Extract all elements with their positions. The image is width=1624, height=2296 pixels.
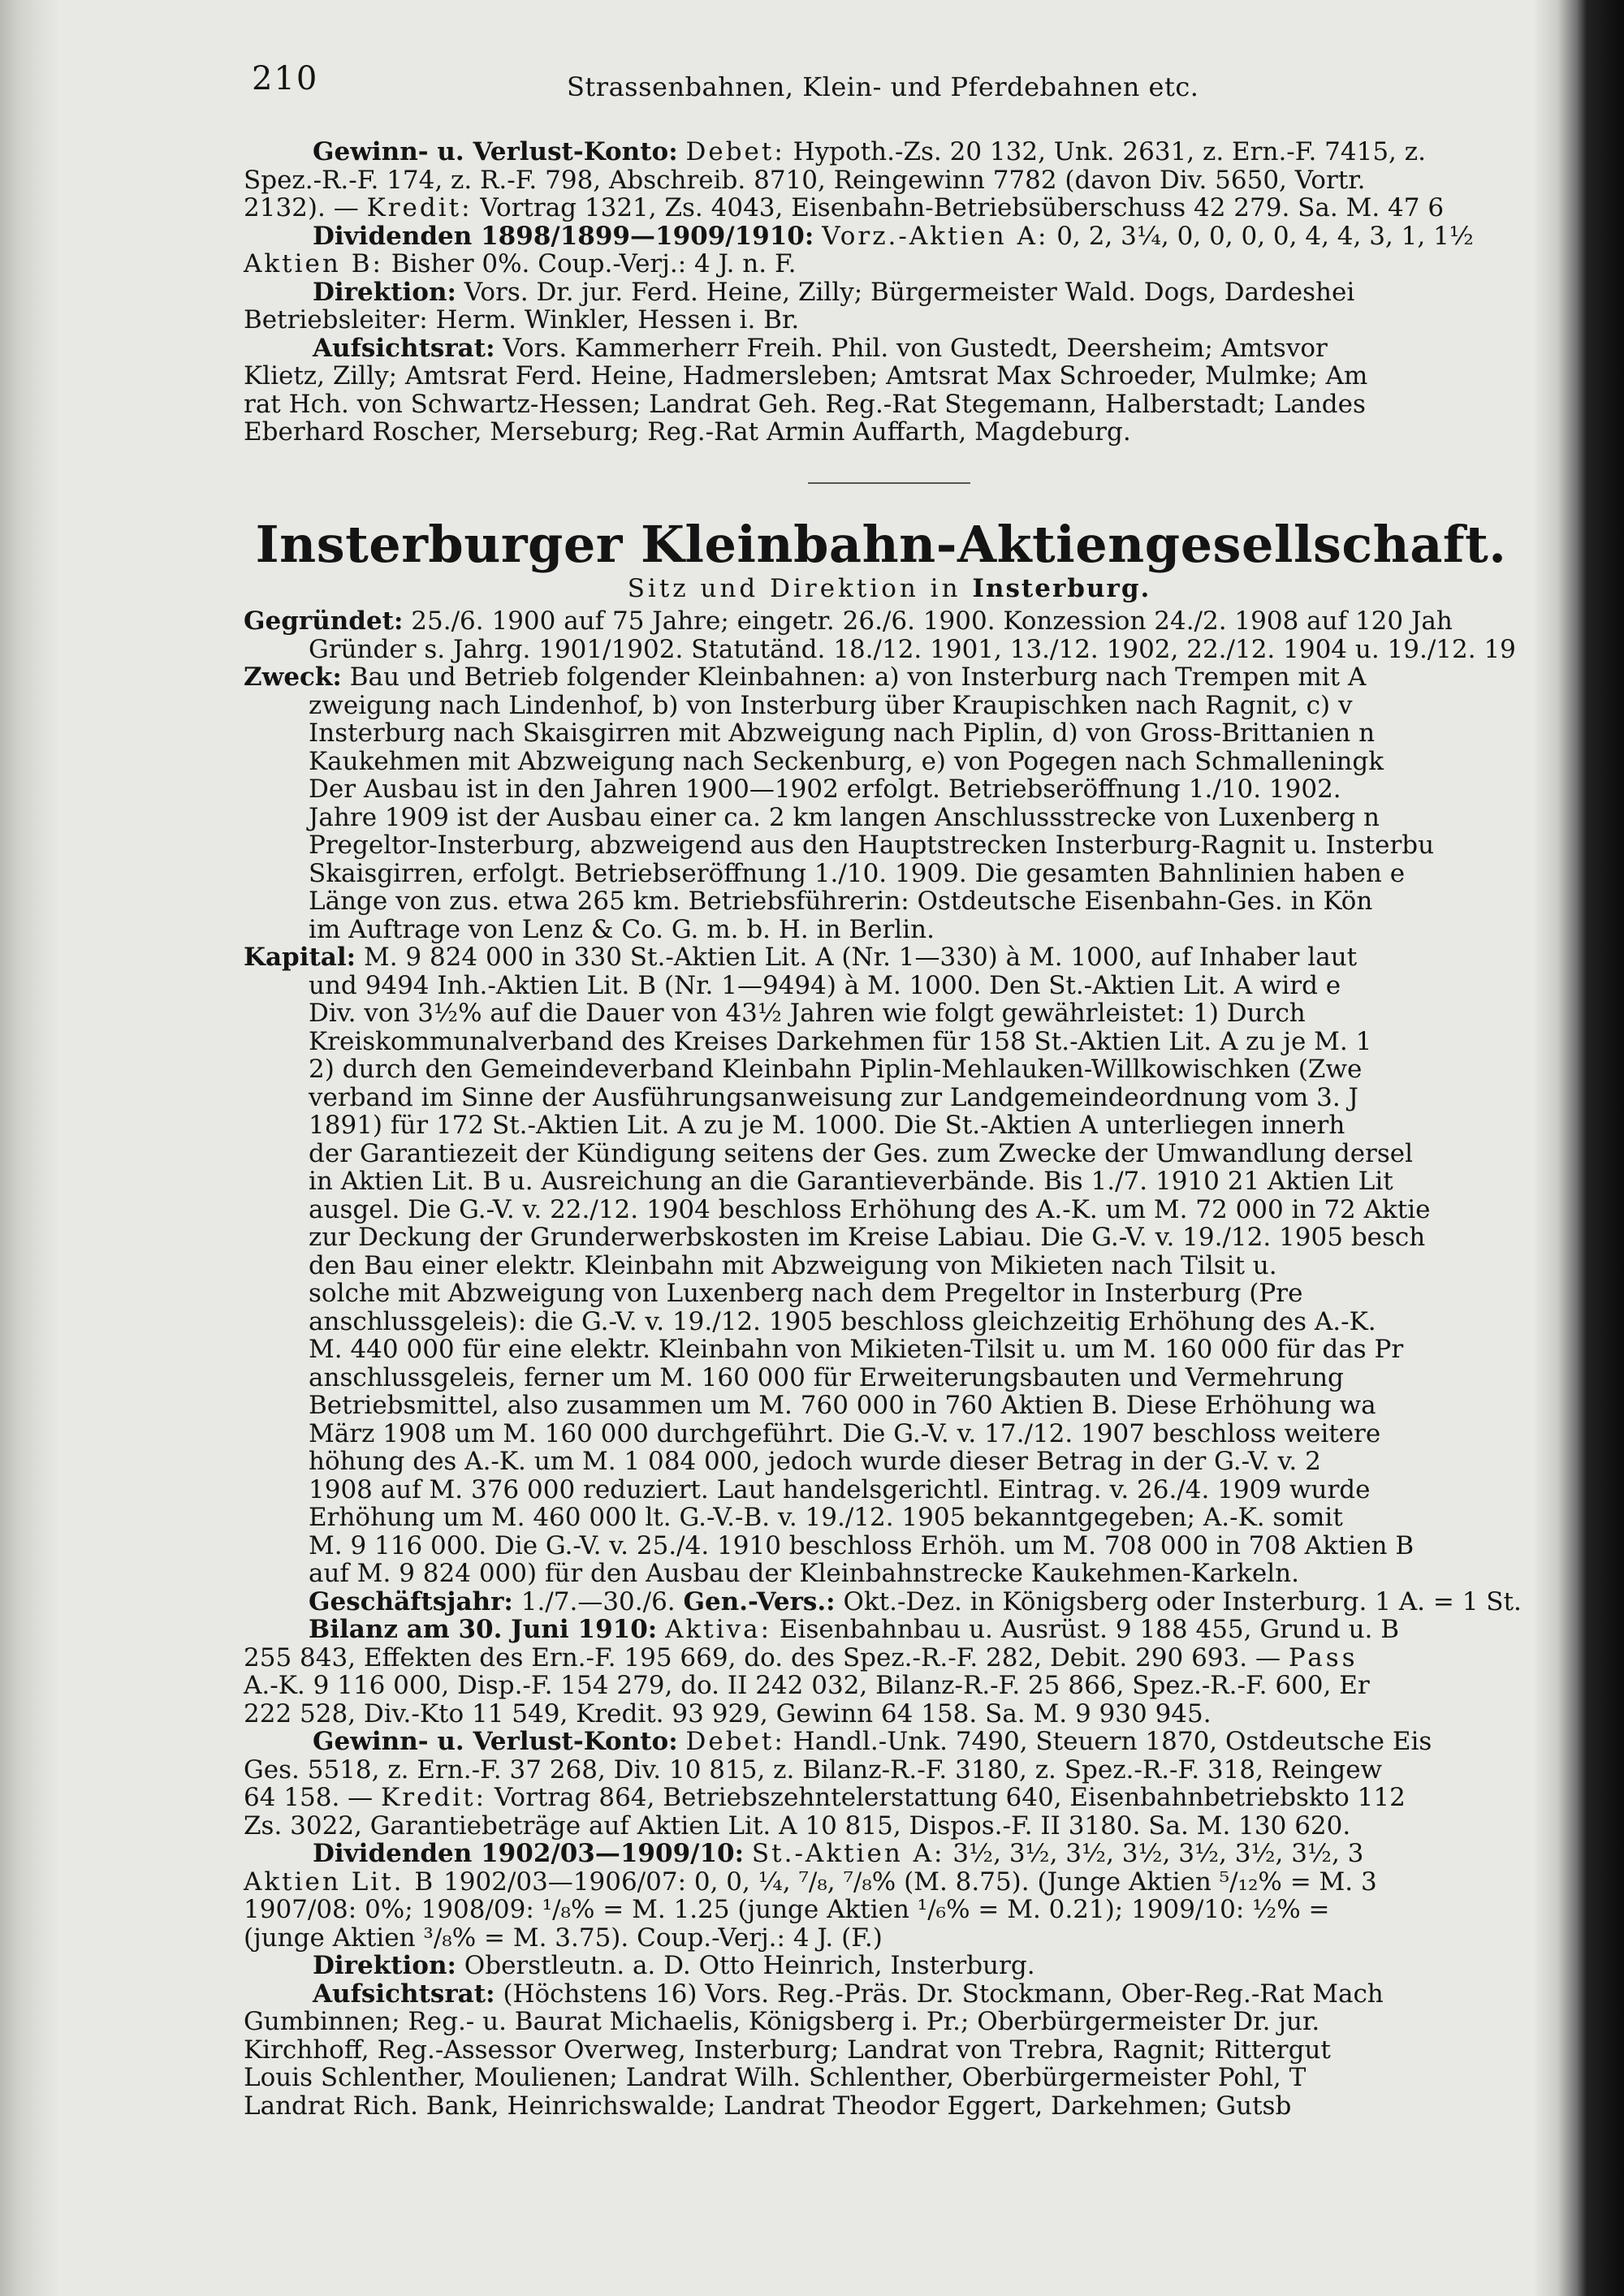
text-line: anschlussgeleis): die G.-V. v. 19./12. 1905 beschloss gleichzeitig Erhöhung des A.-K. — [309, 1306, 1376, 1336]
kredit-label: Kredit: — [381, 1783, 487, 1812]
running-head: Strassenbahnen, Klein- und Pferdebahnen etc. — [567, 71, 1199, 102]
section-label: Gen.-Vers.: — [683, 1586, 836, 1616]
text-line: und 9494 Inh.-Aktien Lit. B (Nr. 1—9494) à M. 1000. Den St.-Aktien Lit. A wird e — [309, 970, 1341, 1000]
text-segment: M. 9 824 000 in 330 St.-Aktien Lit. A (Nr. 1—330) à M. 1000, auf Inhaber laut — [356, 943, 1358, 972]
text-line: den Bau einer elektr. Kleinbahn mit Abzweigung von Mikieten nach Tilsit u. — [309, 1250, 1277, 1280]
section-label: Gewinn- u. Verlust-Konto: — [313, 1727, 678, 1756]
text-segment: 0, 2, 3¼, 0, 0, 0, 0, 4, 4, 3, 1, 1½ — [1048, 221, 1474, 251]
text-line: Länge von zus. etwa 265 km. Betriebsführerin: Ostdeutsche Eisenbahn-Ges. in Kön — [309, 887, 1373, 916]
book-page — [244, 57, 1535, 2120]
text-line: Pregeltor-Insterburg, abzweigend aus den Hauptstrecken Insterburg-Ragnit u. Insterbu — [309, 831, 1435, 860]
text-line: Zs. 3022, Garantiebeträge auf Aktien Lit. A 10 815, Dispos.-F. II 3180. Sa. M. 130 620. — [244, 1810, 1351, 1841]
text-line: Spez.-R.-F. 174, z. R.-F. 798, Abschreib. 8710, Reingewinn 7782 (davon Div. 5650, Vortr. — [244, 165, 1366, 195]
text-line: Skaisgirren, erfolgt. Betriebseröffnung 1./10. 1909. Die gesamten Bahnlinien haben e — [309, 858, 1406, 888]
text-line: der Garantiezeit der Kündigung seitens der Ges. zum Zwecke der Umwandlung dersel — [309, 1138, 1414, 1168]
text-line — [244, 1588, 1535, 1616]
previous-entry — [244, 138, 1535, 447]
text-line: 1907/08: 0%; 1908/09: ¹/₈% = M. 1.25 (junge Aktien ¹/₆% = M. 0.21); 1909/10: ½% = — [244, 1895, 1330, 1924]
debet-label: Debet: — [685, 1727, 785, 1756]
text-line — [244, 1784, 1535, 1812]
text-segment: Bisher 0%. Coup.-Verj.: 4 J. n. F. — [382, 249, 797, 278]
text-segment: 1./7.—30./6. — [512, 1586, 684, 1616]
section-label: Gewinn- u. Verlust-Konto: — [313, 137, 678, 166]
text-line: Erhöhung um M. 460 000 lt. G.-V.-B. v. 19./12. 1905 bekanntgegeben; A.-K. somit — [309, 1503, 1343, 1532]
text-line — [244, 194, 1535, 222]
text-line: Gründer s. Jahrg. 1901/1902. Statutänd. 18./12. 1901, 13./12. 1902, 22./12. 1904 u. 19./12. 19 — [309, 634, 1516, 664]
text-line — [244, 278, 1535, 307]
book-binding-shadow — [0, 0, 57, 2296]
page-number: 210 — [252, 60, 319, 97]
text-segment: Hypoth.-Zs. 20 132, Unk. 2631, z. Ern.-F. 7415, z. — [784, 137, 1426, 166]
debet-label: Debet: — [685, 137, 785, 166]
text-line: ausgel. Die G.-V. v. 22./12. 1904 beschloss Erhöhung des A.-K. um M. 72 000 in 72 Aktie — [309, 1194, 1431, 1224]
text-line: rat Hch. von Schwartz-Hessen; Landrat Geh. Reg.-Rat Stegemann, Halberstadt; Landes — [244, 389, 1366, 419]
passiva-label: Pass — [1288, 1642, 1358, 1672]
section-label: Aufsichtsrat: — [313, 333, 495, 363]
text-line — [244, 1840, 1535, 1868]
text-line: 1908 auf M. 376 000 reduziert. Laut handelsgerichtl. Eintrag. v. 26./4. 1909 wurde — [309, 1474, 1371, 1504]
text-line — [244, 1644, 1535, 1672]
section-label: Geschäftsjahr: — [309, 1586, 513, 1616]
text-line: A.-K. 9 116 000, Disp.-F. 154 279, do. II 242 032, Bilanz-R.-F. 25 866, Spez.-R.-F. 600, Er — [244, 1671, 1370, 1700]
text-line: anschlussgeleis, ferner um M. 160 000 für Erweiterungsbauten und Vermehrung — [309, 1362, 1344, 1392]
text-line: 1891) für 172 St.-Aktien Lit. A zu je M. 1000. Die St.-Aktien A unterliegen innerh — [309, 1111, 1345, 1140]
text-line — [244, 607, 1535, 636]
text-line: M. 9 116 000. Die G.-V. v. 25./4. 1910 beschloss Erhöh. um M. 708 000 in 708 Aktien B — [309, 1530, 1415, 1560]
section-label: Dividenden 1902/03—1909/10: — [313, 1839, 745, 1868]
text-line: Kirchhoff, Reg.-Assessor Overweg, Insterburg; Landrat von Trebra, Ragnit; Rittergut — [244, 2035, 1331, 2065]
text-segment: 64 158. — — [244, 1783, 382, 1812]
share-class-label: Aktien B: — [244, 249, 383, 278]
section-label: Dividenden 1898/1899—1909/1910: — [313, 221, 814, 251]
text-line: Louis Schlenther, Moulienen; Landrat Wilh. Schlenther, Oberbürgermeister Pohl, T — [244, 2063, 1307, 2092]
text-line: Landrat Rich. Bank, Heinrichswalde; Landrat Theodor Eggert, Darkehmen; Gutsb — [244, 2091, 1292, 2121]
text-line: Insterburg nach Skaisgirren mit Abzweigung nach Piplin, d) von Gross-Brittanien n — [309, 719, 1376, 748]
text-line: auf M. 9 824 000) für den Ausbau der Kleinbahnstrecke Kaukehmen-Karkeln. — [309, 1559, 1299, 1588]
text-line: Betriebsmittel, also zusammen um M. 760 000 in 760 Aktien B. Diese Erhöhung wa — [309, 1391, 1376, 1420]
text-line: solche mit Abzweigung von Luxenberg nach dem Pregeltor in Insterburg (Pre — [309, 1279, 1303, 1308]
text-line: Ges. 5518, z. Ern.-F. 37 268, Div. 10 815, z. Bilanz-R.-F. 3180, z. Spez.-R.-F. 318, Reingew — [244, 1754, 1383, 1785]
text-segment: 1902/03—1906/07: 0, 0, ¼, ⁷/₈, ⁷/₈% (M. 8.75). (Junge Aktien ⁵/₁₂% = M. 3 — [435, 1867, 1377, 1897]
text-line — [244, 1616, 1535, 1644]
page-edge-shadow — [1535, 0, 1624, 2296]
text-line: in Aktien Lit. B u. Ausreichung an die Garantieverbände. Bis 1./7. 1910 21 Aktien Lit — [309, 1167, 1393, 1196]
text-line: Der Ausbau ist in den Jahren 1900—1902 erfolgt. Betriebseröffnung 1./10. 1902. — [309, 775, 1341, 804]
text-line — [244, 1980, 1535, 2009]
section-label: Kapital: — [244, 943, 356, 972]
section-divider — [808, 482, 970, 484]
text-line: (junge Aktien ³/₈% = M. 3.75). Coup.-Verj.: 4 J. (F.) — [244, 1923, 883, 1953]
section-label: Bilanz am 30. Juni 1910: — [309, 1615, 658, 1644]
text-line: 2) durch den Gemeindeverband Kleinbahn Piplin-Mehlauken-Willkowischken (Zwe — [309, 1055, 1363, 1084]
text-segment: Bau und Betrieb folgender Kleinbahnen: a) von Insterburg nach Trempen mit A — [341, 662, 1367, 692]
company-seat — [244, 575, 1535, 603]
text-line: Kaukehmen mit Abzweigung nach Seckenburg, e) von Pogegen nach Schmalleningk — [309, 746, 1384, 776]
text-segment: Vortrag 864, Betriebszehntelerstattung 640, Eisenbahnbetriebskto 112 — [486, 1783, 1406, 1812]
section-label: Direktion: — [313, 1951, 456, 1980]
text-line — [244, 138, 1535, 166]
text-segment: Okt.-Dez. in Königsberg oder Insterburg. 1 A. = 1 St. — [835, 1586, 1522, 1616]
text-line: Jahre 1909 ist der Ausbau einer ca. 2 km langen Anschlussstrecke von Luxenberg n — [309, 802, 1380, 832]
text-segment: Vortrag 1321, Zs. 4043, Eisenbahn-Betriebsüberschuss 42 279. Sa. M. 47 6 — [472, 193, 1445, 222]
aktiva-label: Aktiva: — [665, 1615, 772, 1644]
text-line — [244, 1952, 1535, 1980]
text-line — [244, 943, 1535, 972]
section-label: Direktion: — [313, 277, 456, 307]
company-entry — [244, 516, 1535, 2121]
text-segment: 25./6. 1900 auf 75 Jahre; eingetr. 26./6. 1900. Konzession 24./2. 1908 auf 120 Jah — [403, 606, 1453, 636]
text-line: verband im Sinne der Ausführungsanweisung zur Landgemeindeordnung vom 3. J — [309, 1082, 1358, 1112]
text-line: im Auftrage von Lenz & Co. G. m. b. H. in Berlin. — [309, 914, 935, 944]
text-line: März 1908 um M. 160 000 durchgeführt. Die G.-V. v. 17./12. 1907 beschloss weitere — [309, 1418, 1381, 1448]
share-class-label: St.-Aktien A: — [751, 1839, 945, 1868]
share-class-label: Aktien Lit. B — [244, 1867, 436, 1897]
text-line — [244, 1728, 1535, 1756]
text-line: M. 440 000 für eine elektr. Kleinbahn von Mikieten-Tilsit u. um M. 160 000 für das Pr — [309, 1335, 1404, 1364]
text-line: höhung des A.-K. um M. 1 084 000, jedoch wurde dieser Betrag in der G.-V. v. 2 — [309, 1447, 1321, 1476]
text-segment: 255 843, Effekten des Ern.-F. 195 669, do. des Spez.-R.-F. 282, Debit. 290 693. — — [244, 1642, 1289, 1672]
text-segment: (Höchstens 16) Vors. Reg.-Präs. Dr. Stockmann, Ober-Reg.-Rat Mach — [495, 1979, 1384, 2009]
section-label: Aufsichtsrat: — [313, 1979, 495, 2009]
text-line — [244, 334, 1535, 363]
text-line: 222 528, Div.-Kto 11 549, Kredit. 93 929, Gewinn 64 158. Sa. M. 9 930 945. — [244, 1698, 1212, 1728]
company-title: Insterburger Kleinbahn-Aktiengesellschaft. — [255, 514, 1507, 574]
text-segment: 2132). — — [244, 193, 367, 222]
text-line: Klietz, Zilly; Amtsrat Ferd. Heine, Hadmersleben; Amtsrat Max Schroeder, Mulmke; Am — [244, 361, 1368, 391]
text-line: Kreiskommunalverband des Kreises Darkehmen für 158 St.-Aktien Lit. A zu je M. 1 — [309, 1026, 1372, 1056]
text-segment: Handl.-Unk. 7490, Steuern 1870, Ostdeutsche Eis — [784, 1727, 1432, 1756]
text-line — [244, 250, 1535, 278]
text-line — [244, 663, 1535, 692]
section-label: Gegründet: — [244, 606, 404, 636]
seat-city: Insterburg. — [972, 573, 1151, 603]
text-segment: Eisenbahnbau u. Ausrüst. 9 188 455, Grund u. B — [771, 1615, 1400, 1644]
page-header — [244, 57, 1535, 106]
text-line — [244, 222, 1535, 251]
text-line: Gumbinnen; Reg.- u. Baurat Michaelis, Königsberg i. Pr.; Oberbürgermeister Dr. jur. — [244, 2007, 1320, 2036]
text-line: zweigung nach Lindenhof, b) von Insterburg über Kraupischken nach Ragnit, c) v — [309, 690, 1353, 720]
text-line — [244, 1868, 1535, 1897]
section-label: Zweck: — [244, 662, 342, 692]
text-segment: Vors. Dr. jur. Ferd. Heine, Zilly; Bürgermeister Wald. Dogs, Dardeshei — [456, 277, 1355, 307]
seat-prefix: Sitz und Direktion in — [627, 573, 973, 603]
share-class-label: Vorz.-Aktien A: — [822, 221, 1049, 251]
text-line: Div. von 3½% auf die Dauer von 43½ Jahren wie folgt gewährleistet: 1) Durch — [309, 999, 1306, 1028]
text-line: Eberhard Roscher, Merseburg; Reg.-Rat Armin Auffarth, Magdeburg. — [244, 417, 1131, 447]
text-segment: 3½, 3½, 3½, 3½, 3½, 3½, 3½, 3 — [944, 1839, 1364, 1868]
kredit-label: Kredit: — [366, 193, 473, 222]
text-line: zur Deckung der Grunderwerbskosten im Kreise Labiau. Die G.-V. v. 19./12. 1905 besch — [309, 1223, 1426, 1252]
text-line: Betriebsleiter: Herm. Winkler, Hessen i. Br. — [244, 305, 800, 334]
text-segment: Oberstleutn. a. D. Otto Heinrich, Insterburg. — [456, 1951, 1035, 1980]
text-segment: Vors. Kammerherr Freih. Phil. von Gustedt, Deersheim; Amtsvor — [495, 333, 1328, 363]
